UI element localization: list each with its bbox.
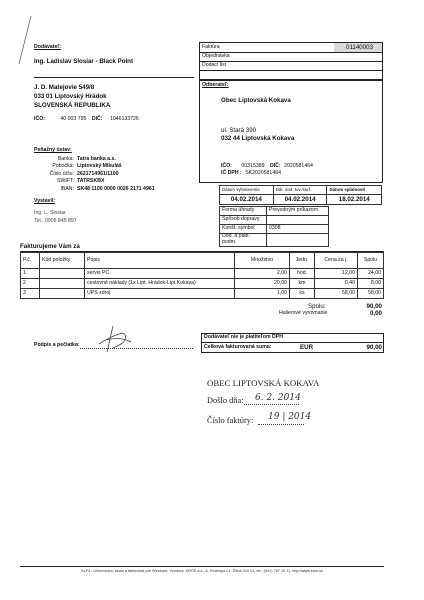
col-header: Kód položky (40, 253, 85, 269)
vat-note: Dodávateľ nie je platiteľom DPH (204, 334, 283, 340)
col-header: Popis (85, 253, 235, 269)
due-date-label: Dátum splatnosti (327, 186, 382, 195)
customer-icdph-label: IČ DPH : (221, 170, 242, 176)
supplier-ico: 40 003 795 (60, 116, 87, 122)
payment-value (267, 234, 329, 247)
payment-table (219, 206, 329, 247)
order-label: Objednávka (202, 53, 230, 59)
customer-icdph: SK2020581464 (245, 170, 281, 176)
cell-no: 1 (21, 269, 40, 279)
table-row (21, 289, 384, 299)
sum-value: 90,00 (366, 303, 382, 310)
cell-code (40, 279, 85, 289)
items-intro: Fakturujeme Vám za (20, 243, 80, 250)
cell-code (40, 289, 85, 299)
issue-date-label: Dátum vyhotovenia (220, 186, 274, 195)
supplier-country: SLOVENSKÁ REPUBLIKA (34, 102, 111, 109)
customer-street: ul. Stará 390 (221, 127, 257, 134)
footer-text: KLF4 - účtovníctvo, sklad a fakturácia pre Windows. Výrobca: KROS a.s., A. Rudnaya 21, Žilina 010 01, tel.: (041) 707 10 11, http://www.kros.sk (81, 569, 323, 573)
customer-city: 032 44 Liptovská Kokava (221, 135, 295, 142)
cell-price: 12,00 (315, 269, 358, 279)
payment-value: 0308 (267, 225, 329, 234)
bank-row: Číslo účtu: 2621714961/1100 (49, 170, 119, 177)
cell-price: 0,40 (315, 279, 358, 289)
payment-label: Konšt. symbol (220, 225, 267, 234)
issued-by-heading: Vystavil: (34, 198, 56, 204)
customer-name: Obec Liptovská Kokava (221, 97, 291, 104)
cell-unit: ks (290, 289, 315, 299)
cell-qty: 2,00 (235, 269, 290, 279)
stamp-invoice-value: 19 | 2014 (268, 412, 312, 422)
stamp-received-label: Došlo dňa: (207, 396, 244, 405)
customer-vat-id (221, 171, 281, 177)
col-header: P.č. (21, 253, 40, 269)
cell-total: 24,00 (358, 269, 384, 279)
col-header: Spolu (358, 253, 384, 269)
stamp-line (244, 404, 299, 405)
sum-label: Spolu: (308, 303, 326, 310)
invoice-label: Faktúra (202, 44, 220, 50)
divider (199, 70, 383, 71)
divider (199, 61, 383, 62)
signature-label: Podpis a pečiatka: (34, 342, 80, 348)
rounding-value: 0,00 (369, 310, 382, 317)
divider (20, 566, 384, 567)
customer-ico-label: IČO: (221, 163, 232, 169)
stamp-invoice-label: Číslo faktúry: (207, 416, 254, 425)
cell-desc: servis PC (85, 269, 235, 279)
cell-qty: 20,00 (235, 279, 290, 289)
customer-dic-label: DIČ: (269, 163, 281, 169)
issued-by-phone: Tel.: 0905 845 897 (34, 218, 77, 224)
total-currency: EUR (300, 344, 314, 351)
cell-unit: km (290, 279, 315, 289)
bank-row: IBAN: SK48 1100 0000 0026 2171 4961 (60, 185, 155, 192)
bank-row: Banka: Tatra banka a.s. (57, 156, 116, 162)
ico-label: IČO: (34, 116, 45, 122)
rounding-label: Halierové vyrovnanie (279, 310, 328, 316)
table-row (21, 269, 384, 279)
issued-by-name: Ing. L. Slosiar (34, 210, 66, 216)
stamp-line (258, 424, 304, 425)
cell-qty: 1,00 (235, 289, 290, 299)
due-date: 18.02.2014 (327, 195, 382, 205)
customer-dic: 2020581464 (284, 163, 313, 169)
delivery-note-label: Dodací list (202, 62, 227, 68)
corner-fold-mark (18, 16, 32, 66)
payment-value (267, 216, 329, 225)
cell-total: 8,00 (358, 279, 384, 289)
supplier-ids (34, 117, 139, 123)
delivery-date: 04.02.2014 (273, 195, 327, 205)
customer-heading: Odberateľ: (202, 82, 229, 88)
payment-label: Dod. a platí. podm. (220, 234, 267, 247)
supplier-street: J. D. Matejovie 549/8 (34, 84, 95, 91)
invoice-number: 01140003 (346, 44, 374, 51)
cell-desc: UPS zdroj (85, 289, 235, 299)
dic-label: DIČ: (91, 116, 103, 122)
payment-value: Prevodným príkazom (267, 207, 329, 216)
col-header: Množstvo (235, 253, 290, 269)
col-header: Cena za j. (315, 253, 358, 269)
items-header-row (21, 253, 384, 269)
cell-no: 2 (21, 279, 40, 289)
bank-details (34, 157, 204, 193)
cell-desc: cestovné náklady (1x Lipt. Hrádok-Lipt.Kokava) (85, 279, 235, 289)
divider (34, 77, 194, 78)
supplier-dic: 1046133726 (109, 116, 139, 122)
issue-date: 04.02.2014 (220, 195, 274, 205)
supplier-name: Ing. Ladislav Slosiar - Black Point (34, 58, 134, 65)
total-label: Celková fakturovaná suma: (204, 344, 272, 350)
col-header: Jedn. (290, 253, 315, 269)
customer-ico: 00315389 (241, 163, 265, 169)
divider (201, 342, 384, 343)
supplier-heading: Dodávateľ: (34, 44, 62, 50)
cell-no: 3 (21, 289, 40, 299)
stamp-received-value: 6. 2. 2014 (255, 393, 301, 403)
delivery-date-label: Dát. dod. tov./služ. (273, 186, 327, 195)
handwritten-signature (95, 322, 135, 354)
items-table (20, 252, 384, 299)
table-row (21, 279, 384, 289)
total-value: 90,00 (366, 344, 382, 351)
bank-row: SWIFT: TATRSKBX (57, 178, 105, 185)
cell-total: 58,00 (358, 289, 384, 299)
cell-code (40, 269, 85, 279)
dates-table (219, 185, 382, 205)
payment-label: Forma úhrady (220, 207, 267, 216)
supplier-city: 033 01 Liptovský Hrádok (34, 93, 107, 100)
stamp-org: OBEC LIPTOVSKÁ KOKAVA (207, 378, 320, 388)
cell-unit: hod. (290, 269, 315, 279)
bank-row: Pobočka: Liptovský Mikuláš (52, 163, 122, 170)
payment-label: Spôsob dopravy (220, 216, 267, 225)
bank-heading: Peňažný ústav: (34, 147, 72, 153)
cell-price: 58,00 (315, 289, 358, 299)
